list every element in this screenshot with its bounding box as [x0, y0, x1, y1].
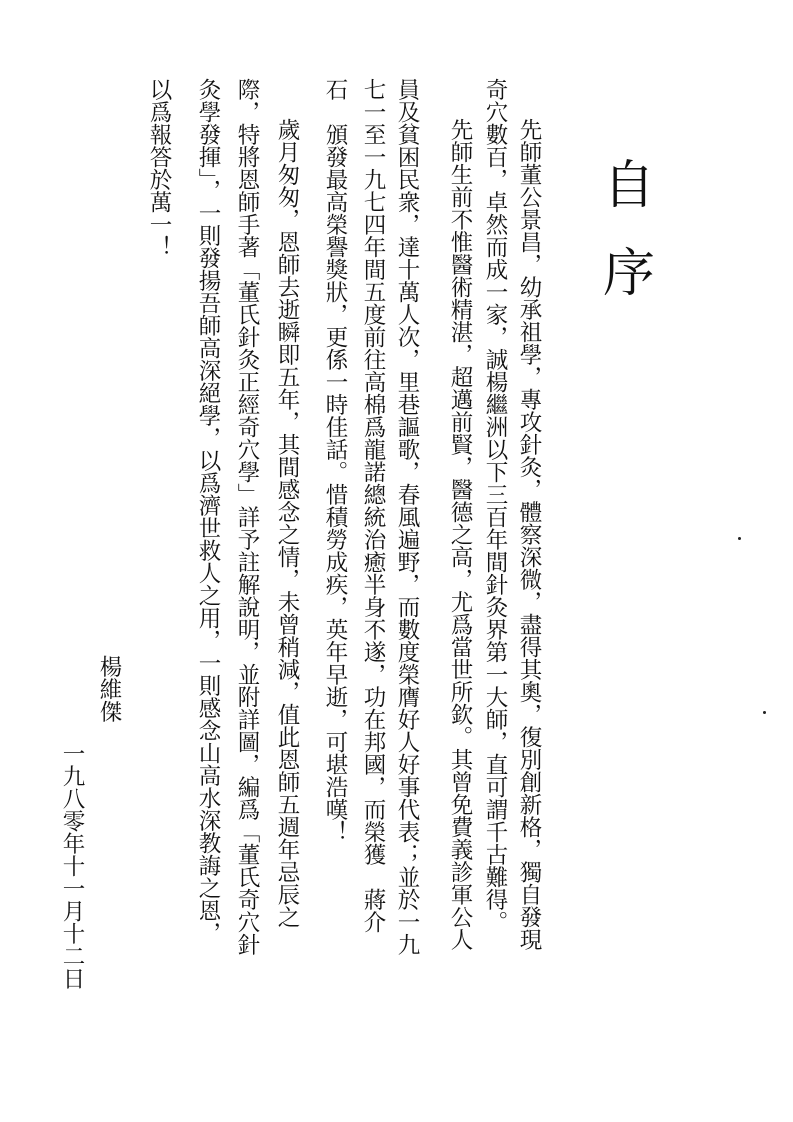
text-column-5: 七一至一九七四年間五度前往高棉爲龍諾總統治癒半身不遂，功在邦國，而榮獲 蔣介 [360, 78, 386, 933]
text-column-10: 以爲報答於萬一！ [146, 78, 172, 258]
text-column-7: 歲月匆匆，恩師去逝瞬即五年，其間感念之情，未曾稍減，值此恩師五週年忌辰之 [274, 118, 300, 928]
text-column-4: 員及貧困民衆，達十萬人次，里巷謳歌，春風遍野，而數度榮膺好人好事代表；並於一九 [394, 78, 420, 956]
author-signature: 楊維傑 [96, 655, 122, 723]
title-char-preface: 序 [603, 244, 656, 304]
text-column-2: 奇穴數百，卓然而成一家，誠楊繼洲以下三百年間針灸界第一大師，直可謂千古難得。 [482, 78, 508, 933]
scan-speck [763, 711, 766, 714]
text-column-3: 先師生前不惟醫術精湛，超邁前賢，醫德之高，尤爲當世所欽。其曾免費義診軍公人 [447, 118, 473, 951]
text-column-8: 際，特將恩師手著「董氏針灸正經奇穴學」詳予註解說明，並附詳圖，編爲「董氏奇穴針 [234, 78, 260, 956]
text-column-9: 灸學發揮」，一則發揚吾師高深絕學，以爲濟世救人之用，一則感念山高水深教誨之恩， [195, 78, 221, 945]
text-column-6: 石 頒發最高榮譽獎狀，更係一時佳話。惜積勞成疾，英年早逝，可堪浩嘆！ [322, 78, 348, 843]
scan-speck [738, 537, 741, 540]
text-column-1: 先師董公景昌，幼承祖學，專攻針灸，體察深微，盡得其奧，復別創新格，獨自發現 [516, 118, 542, 951]
title-char-self: 自 [603, 156, 656, 216]
date-signature: 一九八零年十一月十二日 [59, 742, 85, 990]
